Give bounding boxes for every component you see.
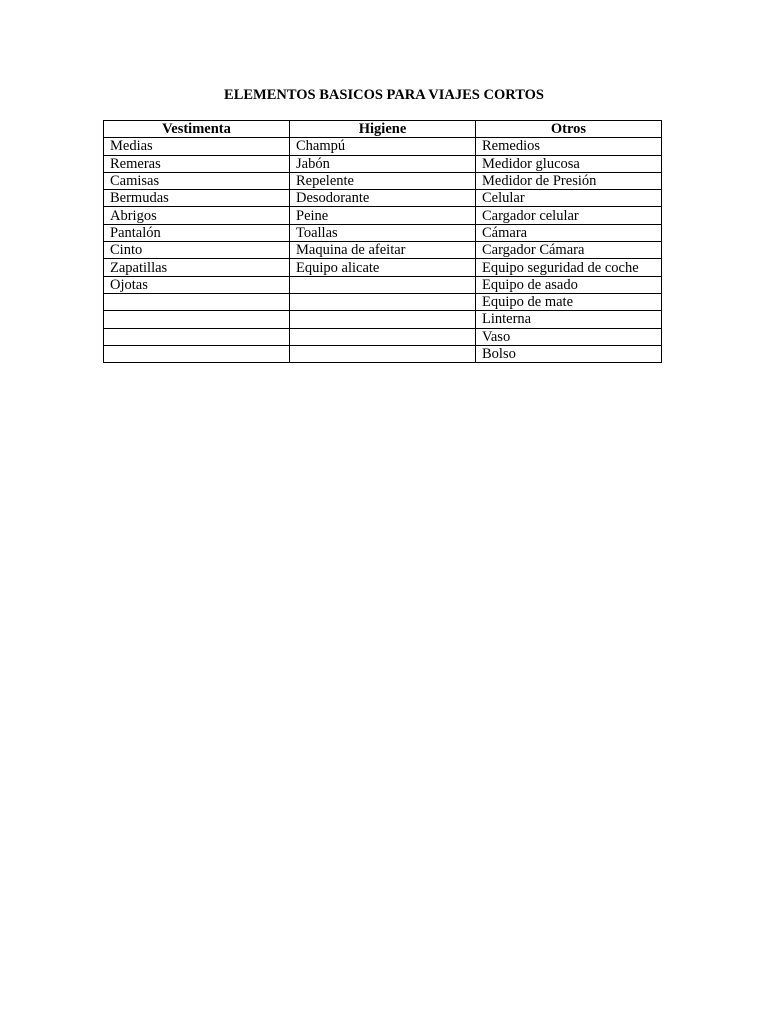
table-cell	[104, 311, 290, 328]
table-cell: Repelente	[290, 172, 476, 189]
table-row	[104, 328, 662, 345]
table-row	[104, 138, 662, 155]
table-cell: Peine	[290, 207, 476, 224]
table-cell: Equipo de mate	[476, 293, 662, 310]
table-cell: Cargador celular	[476, 207, 662, 224]
table-cell: Camisas	[104, 172, 290, 189]
table-cell	[290, 311, 476, 328]
table-cell: Vaso	[476, 328, 662, 345]
table-cell: Pantalón	[104, 224, 290, 241]
table-row	[104, 293, 662, 310]
table-cell	[290, 328, 476, 345]
table-cell: Medidor glucosa	[476, 155, 662, 172]
table-row	[104, 155, 662, 172]
table-cell: Cargador Cámara	[476, 242, 662, 259]
table-row	[104, 311, 662, 328]
table-row	[104, 172, 662, 189]
column-header-higiene: Higiene	[290, 121, 476, 138]
table-row	[104, 224, 662, 241]
table-cell: Medias	[104, 138, 290, 155]
table-row	[104, 259, 662, 276]
table-cell	[104, 328, 290, 345]
table-row	[104, 207, 662, 224]
table-cell	[104, 345, 290, 362]
column-header-vestimenta: Vestimenta	[104, 121, 290, 138]
table-cell: Remeras	[104, 155, 290, 172]
items-table	[103, 120, 662, 363]
table-cell: Champú	[290, 138, 476, 155]
table-row	[104, 190, 662, 207]
table-cell: Celular	[476, 190, 662, 207]
table-cell: Maquina de afeitar	[290, 242, 476, 259]
table-cell: Cinto	[104, 242, 290, 259]
table-cell: Desodorante	[290, 190, 476, 207]
table-row	[104, 242, 662, 259]
table-cell: Zapatillas	[104, 259, 290, 276]
table-cell: Linterna	[476, 311, 662, 328]
table-cell: Bolso	[476, 345, 662, 362]
table-cell	[290, 276, 476, 293]
table-cell: Equipo de asado	[476, 276, 662, 293]
table-cell: Medidor de Presión	[476, 172, 662, 189]
table-cell: Toallas	[290, 224, 476, 241]
table-cell	[104, 293, 290, 310]
table-cell	[290, 345, 476, 362]
column-header-otros: Otros	[476, 121, 662, 138]
table-cell: Ojotas	[104, 276, 290, 293]
table-header-row	[104, 121, 662, 138]
table-row	[104, 276, 662, 293]
table-cell: Remedios	[476, 138, 662, 155]
table-cell	[290, 293, 476, 310]
table-cell: Equipo alicate	[290, 259, 476, 276]
document-title: ELEMENTOS BASICOS PARA VIAJES CORTOS	[224, 87, 544, 103]
table-cell: Equipo seguridad de coche	[476, 259, 662, 276]
table-cell: Cámara	[476, 224, 662, 241]
table-row	[104, 345, 662, 362]
table-cell: Abrigos	[104, 207, 290, 224]
table-cell: Jabón	[290, 155, 476, 172]
table-cell: Bermudas	[104, 190, 290, 207]
